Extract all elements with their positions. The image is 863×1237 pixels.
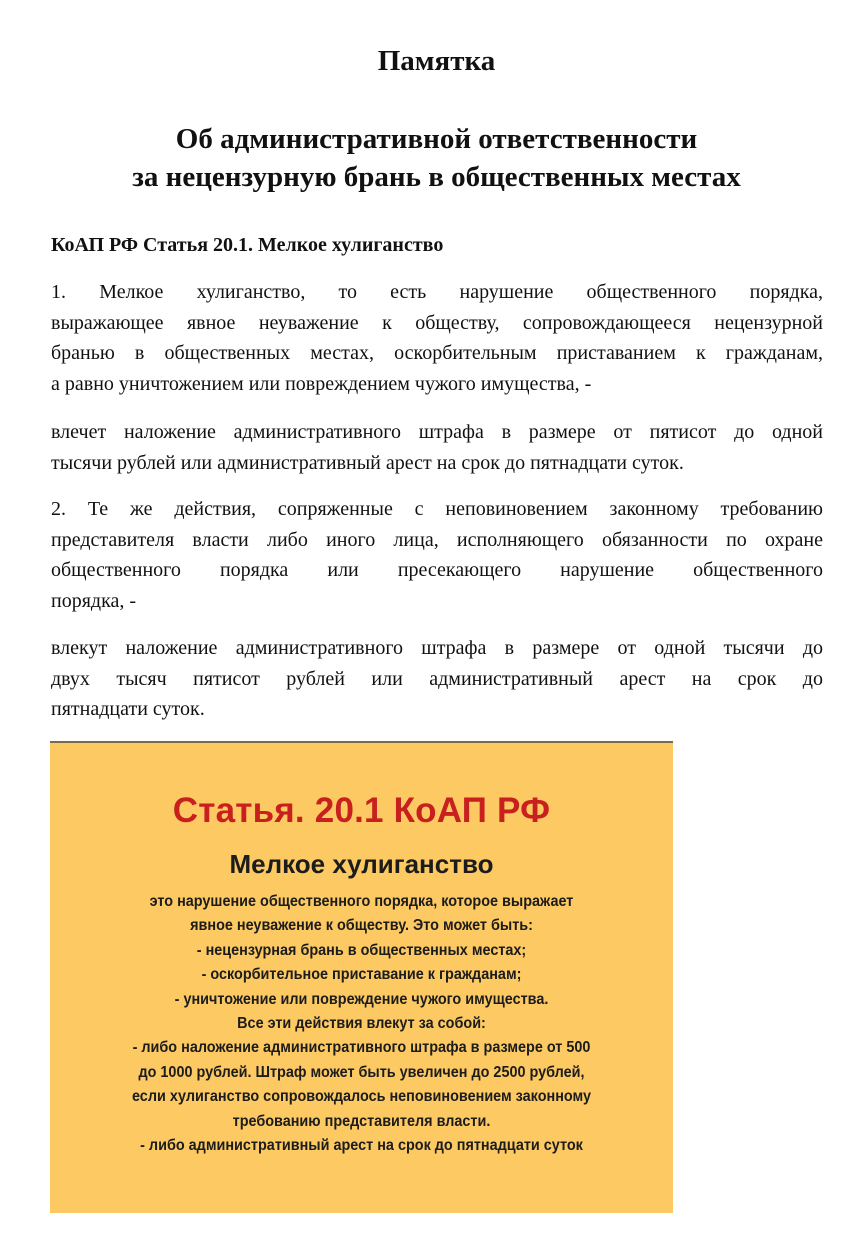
infobox-line: - либо административный арест на срок до пятнадцати суток bbox=[140, 1137, 583, 1155]
infobox-subtitle: Мелкое хулиганство bbox=[229, 849, 494, 879]
subtitle-line: за нецензурную брань в общественных местах bbox=[132, 161, 741, 193]
paragraph-line: бранью в общественных местах, оскорбительным приставанием к гражданам, bbox=[51, 342, 823, 364]
paragraph-3 bbox=[51, 494, 823, 616]
infobox-line: требованию представителя власти. bbox=[232, 1112, 491, 1130]
paragraph-line: а равно уничтожением или повреждением чужого имущества, - bbox=[51, 372, 592, 395]
subtitle-line: Об административной ответственности bbox=[175, 123, 698, 155]
memo-subtitle bbox=[0, 120, 863, 196]
infobox-line: - нецензурная брань в общественных местах; bbox=[196, 941, 527, 959]
memo-title: Памятка bbox=[377, 45, 496, 77]
paragraph-line: двух тысяч пятисот рублей или административный арест на срок до bbox=[51, 667, 823, 690]
paragraph-line: общественного порядка или пресекающего нарушение общественного bbox=[51, 559, 823, 581]
infobox-line: до 1000 рублей. Штраф может быть увеличен до 2500 рублей, bbox=[138, 1063, 585, 1081]
paragraph-line: 2. Те же действия, сопряженные с неповиновением законному требованию bbox=[51, 498, 823, 520]
infobox-text bbox=[72, 890, 651, 1158]
paragraph-line: тысячи рублей или административный арест на срок до пятнадцати суток. bbox=[51, 451, 684, 474]
paragraph-line: влечет наложение административного штрафа в размере от пятисот до одной bbox=[51, 421, 823, 443]
infobox-line: - оскорбительное приставание к гражданам; bbox=[201, 966, 522, 984]
paragraph-line: пятнадцати суток. bbox=[51, 698, 205, 720]
paragraph-1 bbox=[51, 277, 823, 399]
infobox-line: Все эти действия влекут за собой: bbox=[237, 1015, 486, 1033]
infobox-line: - либо наложение административного штрафа в размере от 500 bbox=[132, 1039, 591, 1057]
paragraph-line: 1. Мелкое хулиганство, то есть нарушение общественного порядка, bbox=[51, 281, 823, 303]
paragraph-2 bbox=[51, 417, 823, 478]
paragraph-line: влекут наложение административного штрафа в размере от одной тысячи до bbox=[51, 637, 823, 659]
infobox-line: явное неуважение к обществу. Это может быть: bbox=[190, 917, 533, 935]
paragraph-line: представителя власти либо иного лица, исполняющего обязанности по охране bbox=[51, 528, 823, 551]
infobox-image bbox=[50, 741, 673, 1213]
paragraph-line: выражающее явное неуважение к обществу, сопровождающееся нецензурной bbox=[51, 311, 823, 334]
infobox-title: Статья. 20.1 КоАП РФ bbox=[172, 791, 551, 830]
paragraph-4 bbox=[51, 633, 823, 725]
paragraph-line: порядка, - bbox=[51, 589, 137, 612]
infobox-line: если хулиганство сопровождалось неповиновением законному bbox=[131, 1088, 592, 1106]
article-heading: КоАП РФ Статья 20.1. Мелкое хулиганство bbox=[51, 234, 444, 256]
infobox-line: - уничтожение или повреждение чужого имущества. bbox=[174, 990, 549, 1008]
infobox-line: это нарушение общественного порядка, которое выражает bbox=[149, 893, 574, 910]
